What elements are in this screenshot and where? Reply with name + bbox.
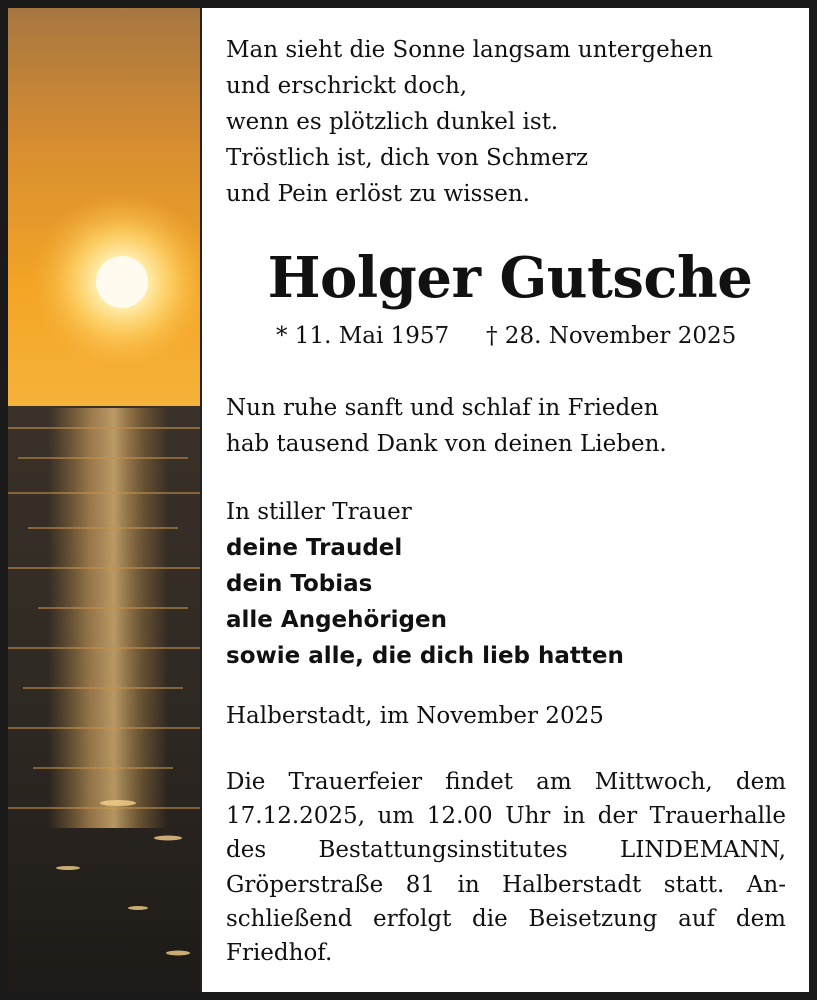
- mourner-name: deine Traudel: [226, 535, 403, 561]
- service-line: Friedhof.: [226, 939, 333, 966]
- death-date: † 28. November 2025: [486, 323, 737, 349]
- place-date: Halberstadt, im November 2025: [226, 703, 604, 729]
- poem: [226, 32, 713, 212]
- poem-line: Tröstlich ist, dich von Schmerz: [226, 145, 589, 171]
- verse-line: Nun ruhe sanft und schlaf in Frieden: [226, 395, 659, 421]
- birth-date: * 11. Mai 1957: [276, 323, 450, 349]
- poem-line: Man sieht die Sonne langsam untergehen: [226, 37, 713, 63]
- service-line: 17.12.2025, um 12.00 Uhr in der Trauerhalle: [226, 803, 786, 830]
- service-line: schließend erfolgt die Beisetzung auf dem: [226, 905, 786, 932]
- service-line: des Bestattungsinstitutes LINDEMANN,: [226, 837, 786, 864]
- service-line: Gröperstraße 81 in Halberstadt statt. An-: [226, 871, 786, 898]
- poem-line: und Pein erlöst zu wissen.: [226, 181, 530, 207]
- mourner-name: dein Tobias: [226, 571, 373, 597]
- farewell-verse: [226, 390, 667, 462]
- mourners-block: [226, 494, 624, 674]
- service-line: Die Trauerfeier findet am Mittwoch, dem: [226, 769, 786, 795]
- poem-line: wenn es plötzlich dunkel ist.: [226, 109, 559, 135]
- deceased-name: Holger Gutsche: [267, 245, 753, 311]
- mourner-name: alle Angehörigen: [226, 607, 447, 633]
- mourners-intro: In stiller Trauer: [226, 499, 412, 525]
- sunset-sea-photo: [8, 8, 202, 992]
- funeral-service-notice: [226, 765, 786, 970]
- verse-line: hab tausend Dank von deinen Lieben.: [226, 431, 667, 457]
- poem-line: und erschrickt doch,: [226, 73, 468, 99]
- mourner-name: sowie alle, die dich lieb hatten: [226, 643, 624, 669]
